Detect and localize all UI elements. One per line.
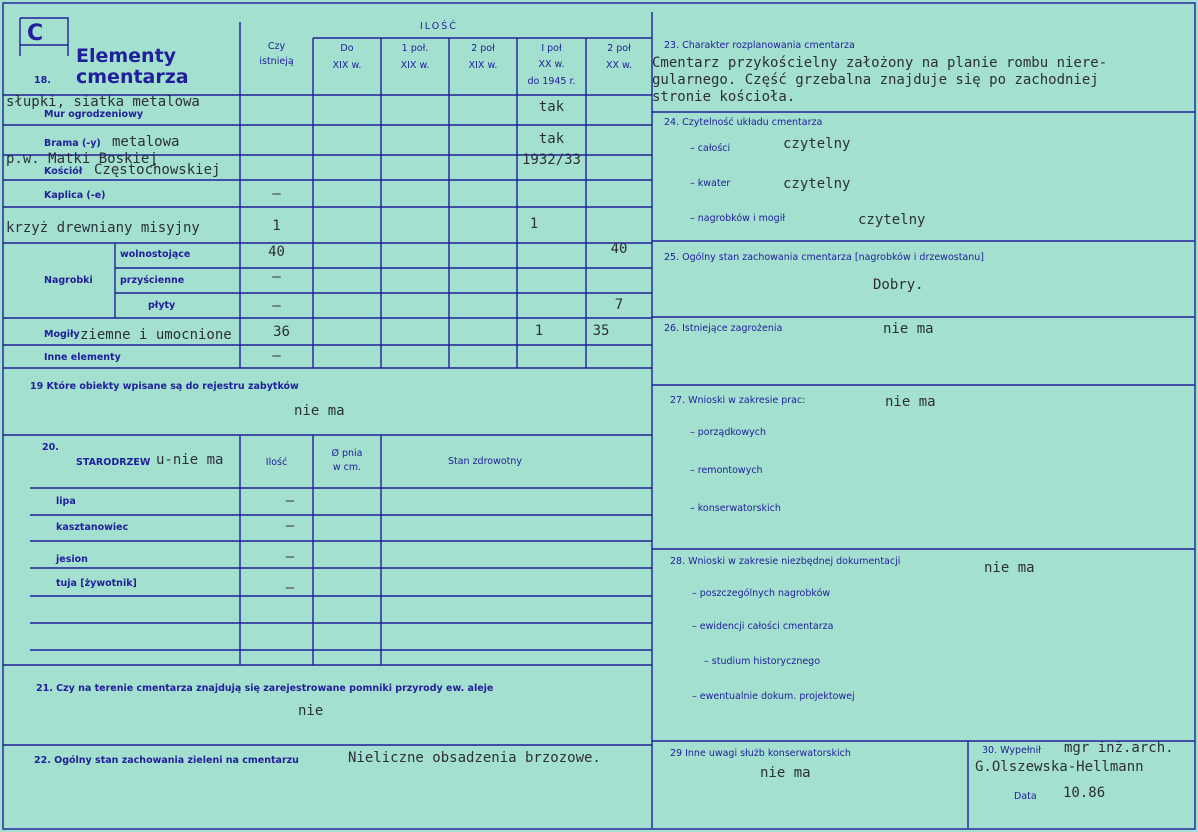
s19-label: 19 Które obiekty wpisane są do rejestru zabytków: [30, 381, 299, 392]
s27-item: – porządkowych: [690, 427, 766, 438]
cross-exists: 1: [272, 218, 281, 234]
s23-line3: stronie kościoła.: [652, 89, 796, 105]
col-19a-line1: 1 poł.: [401, 43, 429, 54]
tree-count: –: [285, 580, 295, 596]
s28-item: – studium historycznego: [704, 656, 821, 667]
church-typed-2: Częstochowskiej: [94, 162, 221, 178]
col-20b-line1: 2 poł: [607, 43, 631, 54]
s27-item: – remontowych: [690, 465, 763, 476]
gate-label: Brama (-y): [44, 138, 101, 149]
s21-value: nie: [298, 703, 324, 719]
s24-whole-value: czytelny: [783, 136, 851, 152]
freestanding-label: wolnostojące: [120, 249, 191, 260]
col-19b-line1: 2 poł: [471, 43, 495, 54]
s26-value: nie ma: [883, 321, 934, 337]
gate-c20a: tak: [538, 131, 565, 147]
col-20a-line2: XX w.: [538, 59, 565, 70]
s24-quarters-value: czytelny: [783, 176, 851, 192]
chapel-exists: –: [272, 186, 281, 202]
s30-label: 30. Wypełnił: [982, 745, 1041, 756]
s28-value: nie ma: [984, 560, 1035, 576]
s20-col-trunk-2: w cm.: [332, 462, 362, 473]
quantity-header: ILOŚĆ: [420, 21, 458, 32]
church-c20a: 1932/33: [521, 152, 581, 168]
elements-title-line1: Elementy: [76, 45, 177, 67]
col-20a-line1: I poł: [541, 43, 562, 54]
s21-label: 21. Czy na terenie cmentarza znajdują się zarejestrowane pomniki przyrody ew. aleje: [36, 683, 494, 694]
col-20b-line2: XX w.: [606, 60, 632, 71]
graves-label: Mogiły: [44, 329, 80, 340]
graves-exists: 36: [273, 324, 290, 340]
s20-label: STARODRZEW: [76, 457, 151, 468]
chapel-label: Kaplica (-e): [44, 190, 106, 201]
s20-col-trunk-1: Ø pnia: [331, 448, 363, 459]
s22-label: 22. Ogólny stan zachowania zieleni na cmentarzu: [34, 755, 299, 766]
freestanding-exists: 40: [268, 244, 285, 260]
freestanding-c20b: 40: [610, 241, 628, 257]
col-exists-line1: Czy: [267, 41, 286, 52]
s30-date-value: 10.86: [1063, 785, 1106, 801]
tree-name: tuja [żywotnik]: [56, 578, 137, 589]
s20-typed: u-nie ma: [156, 452, 224, 468]
s20-number: 20.: [42, 442, 59, 453]
section-18-number: 18.: [34, 75, 51, 86]
wall-c20a: tak: [538, 99, 565, 115]
s28-item: – ewentualnie dokum. projektowej: [692, 691, 855, 702]
s20-col-health: Stan zdrowotny: [447, 456, 523, 467]
s30-name-2: G.Olszewska-Hellmann: [975, 759, 1144, 775]
s19-value: nie ma: [294, 403, 345, 419]
tree-name: lipa: [56, 496, 76, 507]
other-elements-label: Inne elementy: [44, 352, 121, 363]
elements-title-line2: cmentarza: [76, 66, 189, 88]
s28-label: 28. Wnioski w zakresie niezbędnej dokumentacji: [670, 556, 901, 567]
s27-label: 27. Wnioski w zakresie prac:: [670, 395, 806, 406]
s24-graves-value: czytelny: [858, 212, 926, 228]
col-19a-line2: XIX w.: [400, 60, 430, 71]
s27-item: – konserwatorskich: [690, 503, 781, 514]
col-20a-line3: do 1945 r.: [527, 76, 576, 87]
s23-label: 23. Charakter rozplanowania cmentarza: [664, 40, 855, 51]
col-pre19-line2: XIX w.: [332, 60, 362, 71]
slabs-label: płyty: [148, 300, 176, 311]
wall-mounted-exists: –: [272, 269, 281, 285]
col-19b-line2: XIX w.: [468, 60, 498, 71]
tree-name: kasztanowiec: [56, 522, 129, 533]
col-exists-line2: istnieją: [259, 56, 294, 67]
graves-c20b: 35: [592, 323, 610, 339]
cross-typed: krzyż drewniany misyjny: [6, 220, 200, 236]
s30-date-label: Data: [1014, 791, 1037, 802]
col-pre19-line1: Do: [340, 43, 354, 54]
s28-item: – ewidencji całości cmentarza: [692, 621, 834, 632]
s20-col-count: Ilość: [265, 457, 288, 468]
s29-value: nie ma: [760, 765, 811, 781]
wall-typed: słupki, siatka metalowa: [6, 94, 200, 110]
slabs-c20b: 7: [614, 297, 624, 313]
s24-graves-label: – nagrobków i mogił: [690, 213, 786, 224]
s22-value: Nieliczne obsadzenia brzozowe.: [348, 750, 601, 766]
card-letter: C: [27, 21, 44, 46]
wall-mounted-label: przyścienne: [120, 275, 185, 286]
wall-label: Mur ogrodzeniowy: [44, 109, 144, 120]
tree-name: jesion: [56, 554, 88, 565]
s29-label: 29 Inne uwagi służb konserwatorskich: [670, 748, 851, 759]
tree-count: –: [285, 518, 295, 534]
graves-c20a: 1: [534, 323, 544, 339]
graves-typed: ziemne i umocnione: [80, 327, 232, 343]
s28-item: – poszczególnych nagrobków: [692, 588, 831, 599]
s26-label: 26. Istniejące zagrożenia: [664, 323, 783, 334]
s23-line1: Cmentarz przykościelny założony na planie rombu niere-: [652, 55, 1108, 71]
s30-name-1: mgr inż.arch.: [1064, 740, 1174, 756]
tree-count: –: [285, 493, 295, 509]
s24-whole-label: – całości: [690, 143, 731, 154]
church-typed-1: p.w. Matki Boskiej: [6, 151, 158, 167]
s25-label: 25. Ogólny stan zachowania cmentarza [nagrobków i drzewostanu]: [664, 252, 985, 263]
gravestones-label: Nagrobki: [44, 275, 93, 286]
s27-value: nie ma: [885, 394, 936, 410]
church-label: Kościół: [44, 166, 83, 177]
s25-value: Dobry.: [873, 277, 924, 293]
gate-typed: metalowa: [112, 134, 180, 150]
cross-c20a: 1: [529, 216, 539, 232]
slabs-exists: –: [272, 298, 281, 314]
tree-count: –: [285, 549, 295, 565]
other-elements-exists: –: [272, 348, 281, 364]
s24-quarters-label: – kwater: [690, 178, 731, 189]
s23-line2: gularnego. Część grzebalna znajduje się po zachodniej: [652, 72, 1099, 88]
s24-label: 24. Czytelność układu cmentarza: [664, 117, 823, 128]
